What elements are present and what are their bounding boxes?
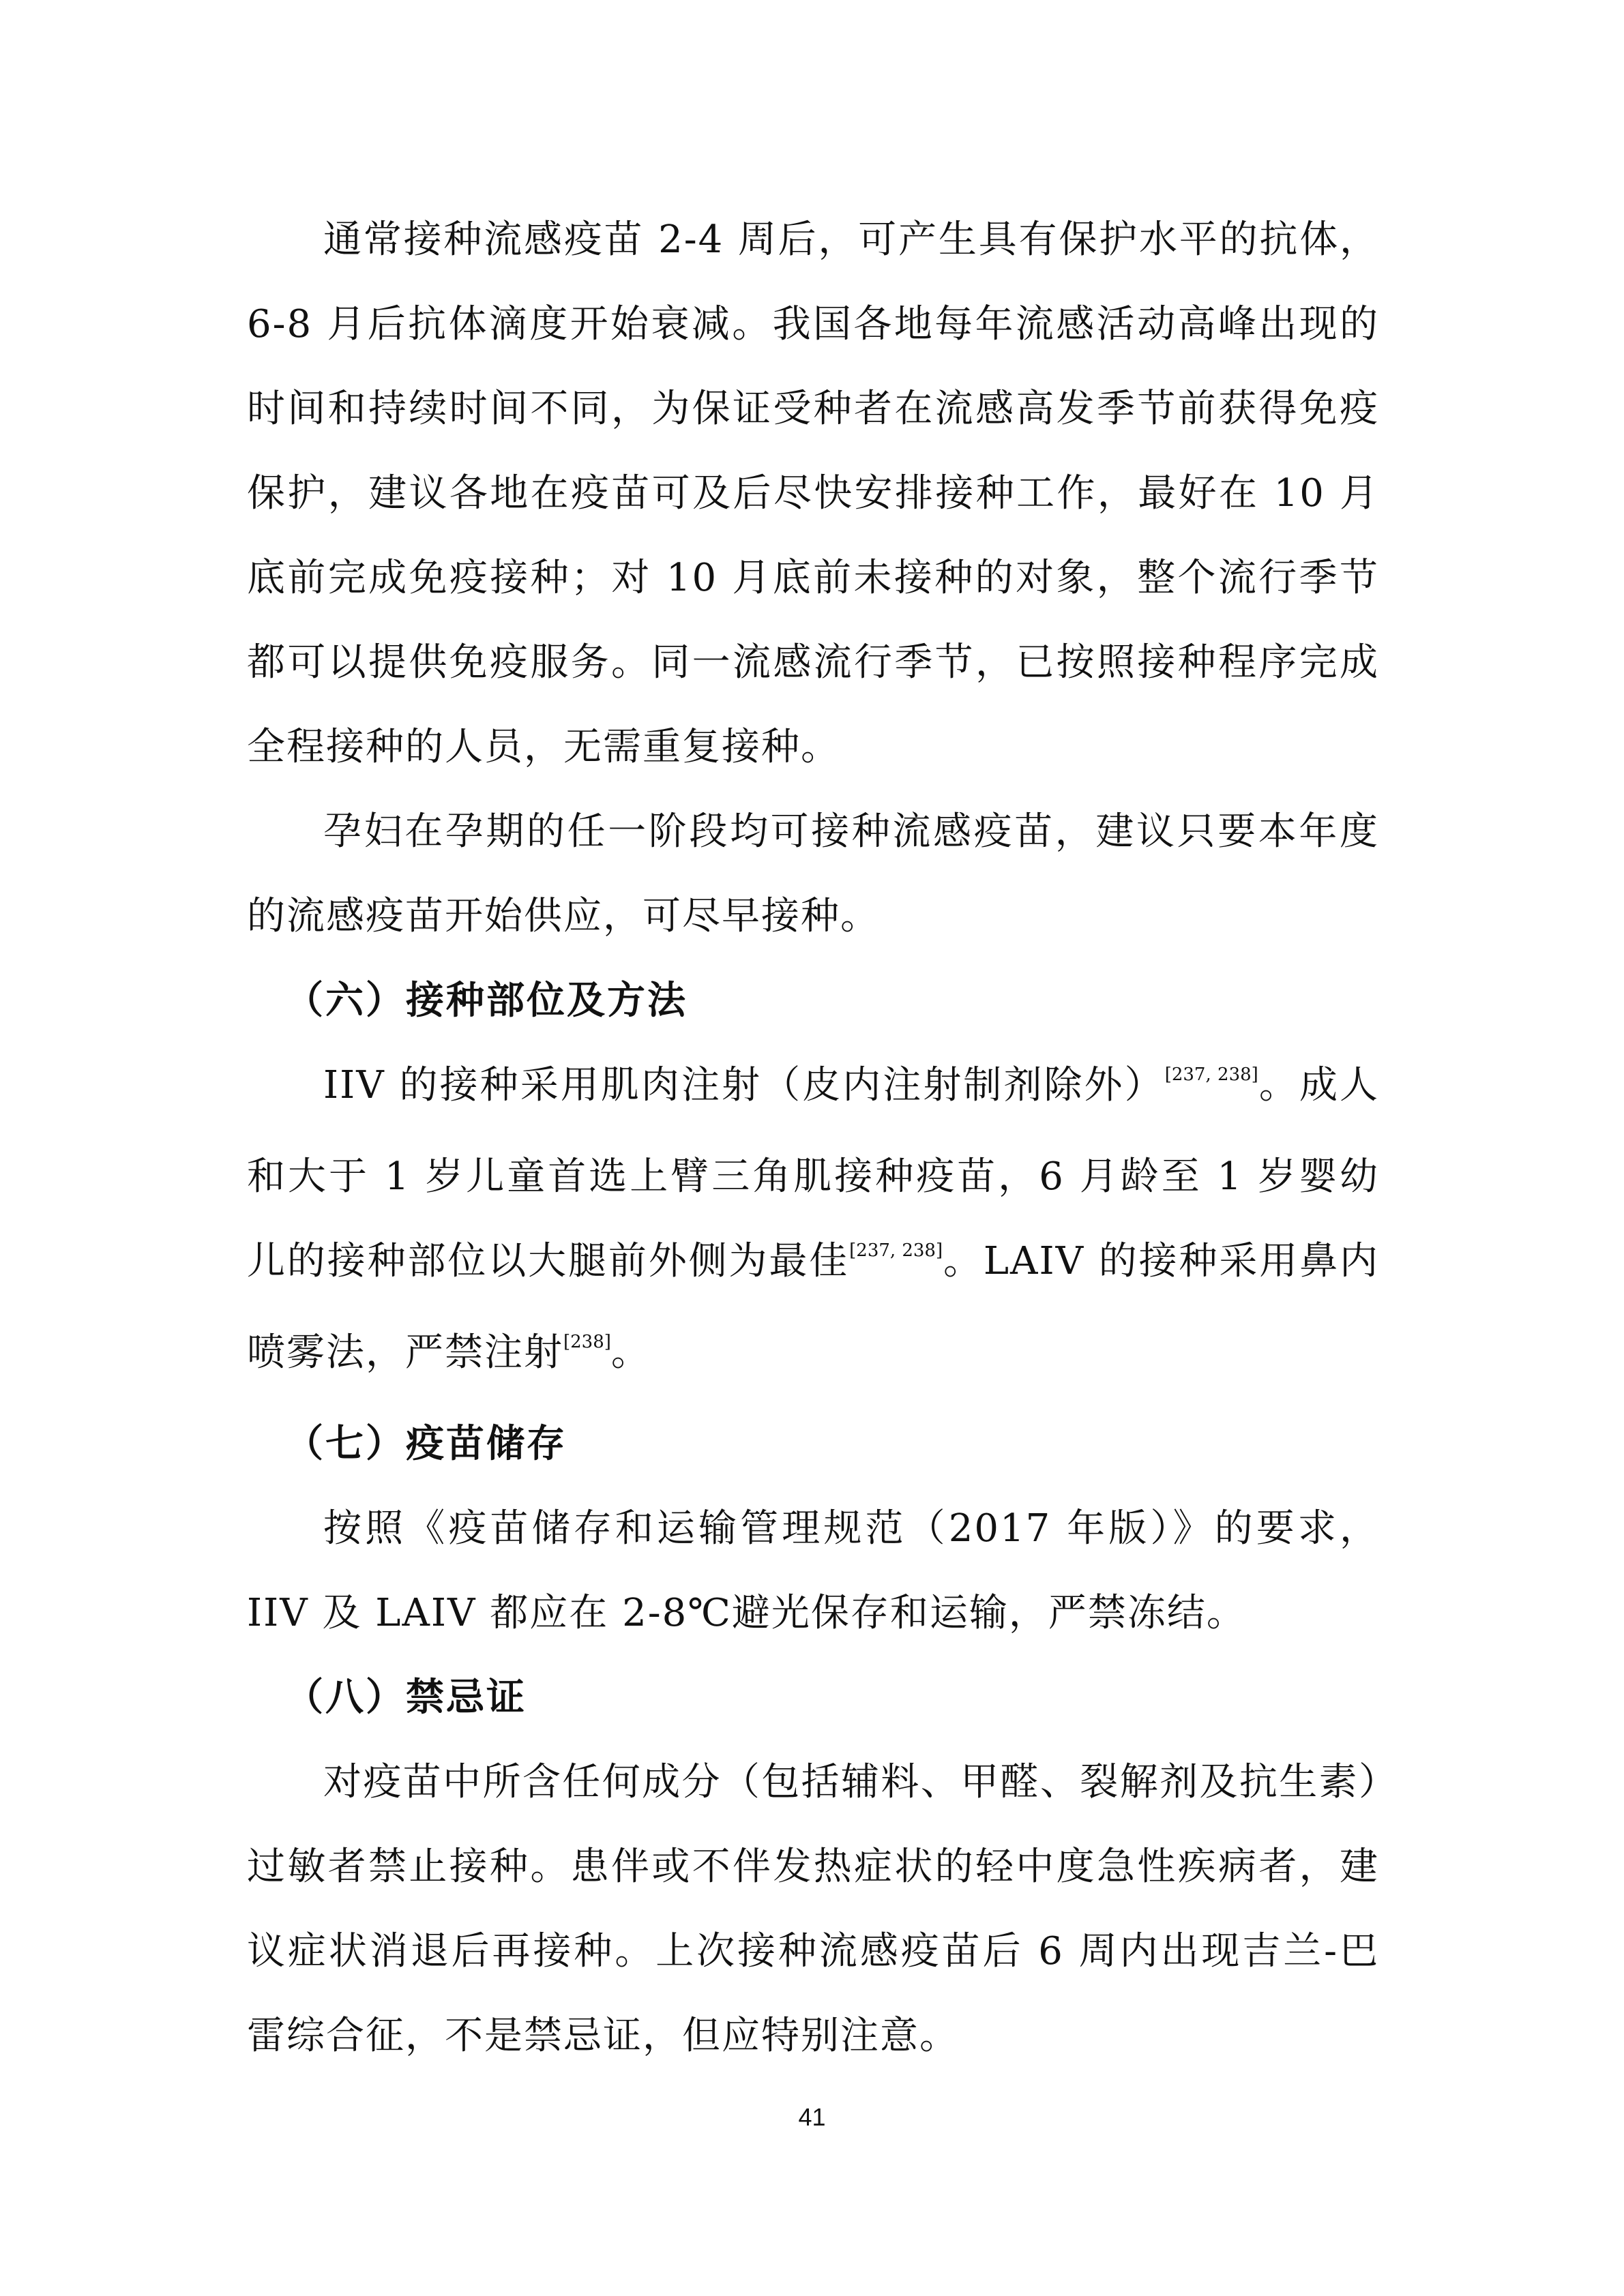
paragraph-pregnant-women: 孕妇在孕期的任一阶段均可接种流感疫苗，建议只要本年度的流感疫苗开始供应，可尽早接种。 (247, 809, 1379, 938)
text-segment: IIV 的接种采用肌肉注射（皮内注射制剂除外） (323, 1063, 1165, 1107)
section-heading-contraindications: （八）禁忌证 (285, 1675, 527, 1720)
section-heading-site-method: （六）接种部位及方法 (285, 979, 688, 1023)
citation-ref: [237, 238] (1164, 1064, 1258, 1085)
citation-ref: [238] (563, 1332, 611, 1352)
text-segment: 。 (610, 1330, 651, 1375)
paragraph-storage: 按照《疫苗储存和运输管理规范（2017 年版）》的要求，IIV 及 LAIV 都应在 2-8℃避光保存和运输，严禁冻结。 (247, 1506, 1379, 1635)
section-heading-storage: （七）疫苗储存 (285, 1422, 567, 1466)
text-segment: 。LAIV 的接种采用鼻内喷雾法，严禁注射 (247, 1239, 1379, 1375)
citation-ref: [237, 238] (849, 1240, 943, 1261)
paragraph-contraindications: 对疫苗中所含任何成分（包括辅料、甲醛、裂解剂及抗生素）过敏者禁止接种。患伴或不伴发热症状的轻中度急性疾病者，建议症状消退后再接种。上次接种流感疫苗后 6 周内出现吉兰-巴雷综合征，不是禁忌证，但应特别注意。 (247, 1760, 1379, 2058)
paragraph-antibody-timing: 通常接种流感疫苗 2-4 周后，可产生具有保护水平的抗体，6-8 月后抗体滴度开始衰减。我国各地每年流感活动高峰出现的时间和持续时间不同，为保证受种者在流感高发季节前获得免疫保护，建议各地在疫苗可及后尽快安排接种工作，最好在 10 月底前完成免疫接种；对 10 月底前未接种的对象，整个流行季节都可以提供免疫服务。同一流感流行季节，已按照接种程序完成全程接种的人员，无需重复接种。 (247, 218, 1379, 769)
page-number: 41 (798, 2103, 826, 2131)
paragraph-injection-site (247, 1043, 1379, 1402)
page-content (247, 198, 1379, 2078)
text-segment: 。成人和大于 1 岁儿童首选上臂三角肌接种疫苗，6 月龄至 1 岁婴幼儿的接种部位以大腿前外侧为最佳 (247, 1063, 1380, 1283)
